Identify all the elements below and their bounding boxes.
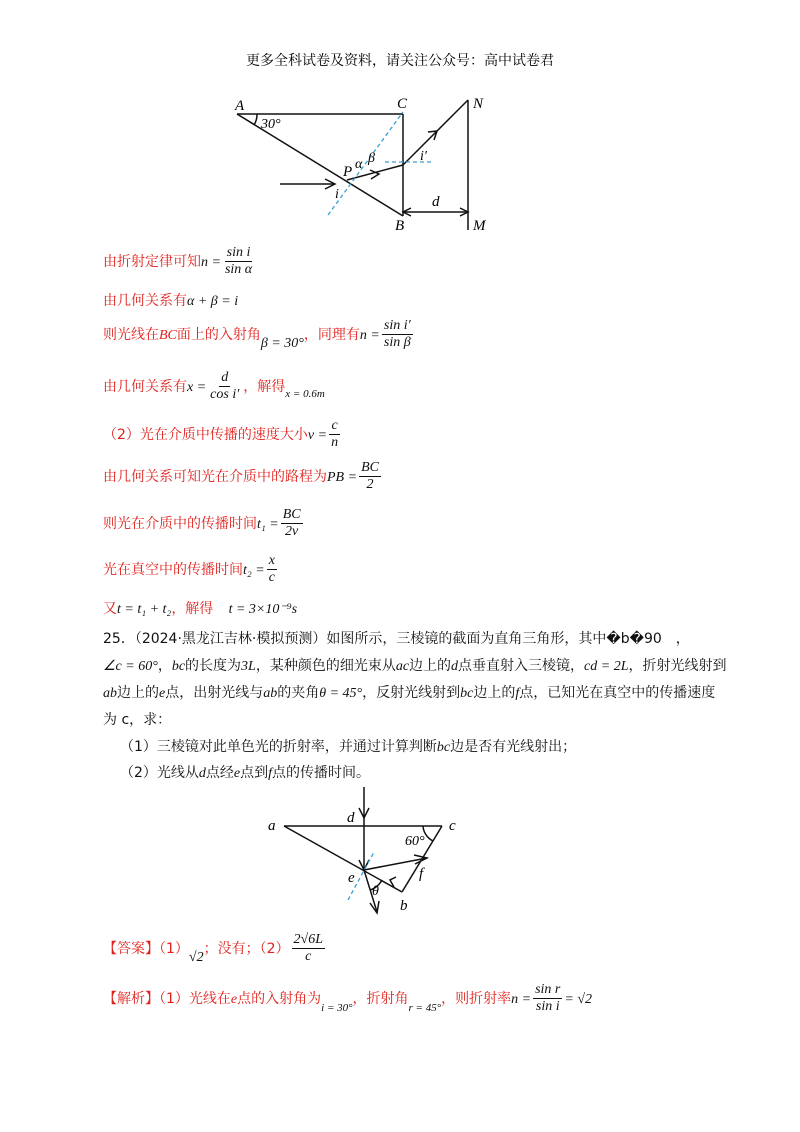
figure-1-diagram — [225, 90, 500, 240]
label-angle-30: 30° — [261, 117, 281, 132]
label-alpha: α — [355, 157, 363, 172]
solution-line-3: 则光线在BC面上的入射角β = 30°，同理有n = $\frac{\text{sin i′}}{\text{sin β}}$ — [103, 318, 411, 351]
edge-ab-2 — [284, 826, 402, 892]
label-p: P — [343, 164, 353, 180]
normal-dashed-p — [328, 112, 403, 215]
angle-arc-a — [254, 114, 257, 125]
solution-line-1: 由折射定律可知n = $\frac{\text{sin i}}{\text{sin α}}$ — [103, 245, 253, 277]
solution-line-5: （2）光在介质中传播的速度大小v = $\frac{c}{n}$ — [103, 418, 339, 450]
problem-25-line-2: ∠c = 60°，bc的长度为3L，某种颜色的细光束从ac边上的d点垂直射入三棱镜，cd = 2L，折射光线射到 — [103, 658, 727, 674]
solution-line-8: 光在真空中的传播时间t₂ = $\frac{x}{c}$ — [103, 553, 275, 585]
label-c-2: c — [449, 818, 456, 834]
label-f-2: f — [419, 866, 424, 882]
label-b: B — [395, 218, 405, 234]
label-a: A — [235, 98, 245, 114]
problem-25-question-2: （2）光线从d点经e点到f点的传播时间。 — [120, 765, 371, 781]
problem-25-question-1: （1）三棱镜对此单色光的折射率，并通过计算判断bc边是否有光线射出； — [120, 739, 577, 755]
figure-2-diagram — [262, 782, 472, 922]
solution-line-9: 又t = t₁ + t₂，解得 t = 3×10⁻⁹s — [103, 601, 298, 617]
label-a-2: a — [268, 818, 276, 834]
problem-25-line-4: 为 c，求： — [103, 712, 172, 728]
label-b-2: b — [400, 898, 408, 914]
emergent-ray — [403, 100, 468, 165]
problem-25-line-1: 25．（2024·黑龙江吉林·模拟预测）如图所示，三棱镜的截面为直角三角形，其中�b�90 ， — [103, 631, 690, 647]
solution-line-4: 由几何关系有x = $\frac{d}{\text{cos i′}}$ ，解得$_{x = 0.6m}$ — [103, 370, 325, 402]
label-d-2: d — [347, 810, 355, 826]
label-d: d — [432, 194, 440, 210]
label-beta: β — [368, 151, 375, 166]
label-i: i — [335, 187, 339, 202]
label-angle-60: 60° — [405, 834, 425, 849]
answer-line: 【答案】（1）√2；没有；（2） $\frac{2√6L}{c}$ — [103, 932, 324, 965]
label-c: C — [397, 96, 408, 112]
solution-line-6: 由几何关系可知光在介质中的路程为PB = $\frac{BC}{2}$ — [103, 460, 379, 492]
page-header: 更多全科试卷及资料，请关注公众号：高中试卷君 — [246, 53, 554, 69]
reflected-ray-2 — [364, 858, 427, 870]
label-n: N — [473, 96, 484, 112]
solution-line-2: 由几何关系有α + β = i — [103, 293, 239, 309]
label-m: M — [473, 218, 486, 234]
label-e-2: e — [348, 870, 355, 886]
label-i-prime: i′ — [420, 149, 427, 164]
solution-line-7: 则光在介质中的传播时间t₁ = $\frac{BC}{2v}$ — [103, 507, 301, 539]
problem-25-line-3: ab边上的e点，出射光线与ab的夹角θ = 45°，反射光线射到bc边上的f点，已知光在真空中的传播速度 — [103, 685, 716, 701]
analysis-line: 【解析】（1）光线在e点的入射角为$_{i = 30^\circ}$，折射角$_{r = 45^\circ}$，则折射率n = $\frac{\text{sin r}}{\text{sin i}}$ = √2 — [103, 982, 593, 1014]
label-theta: θ — [372, 884, 379, 899]
